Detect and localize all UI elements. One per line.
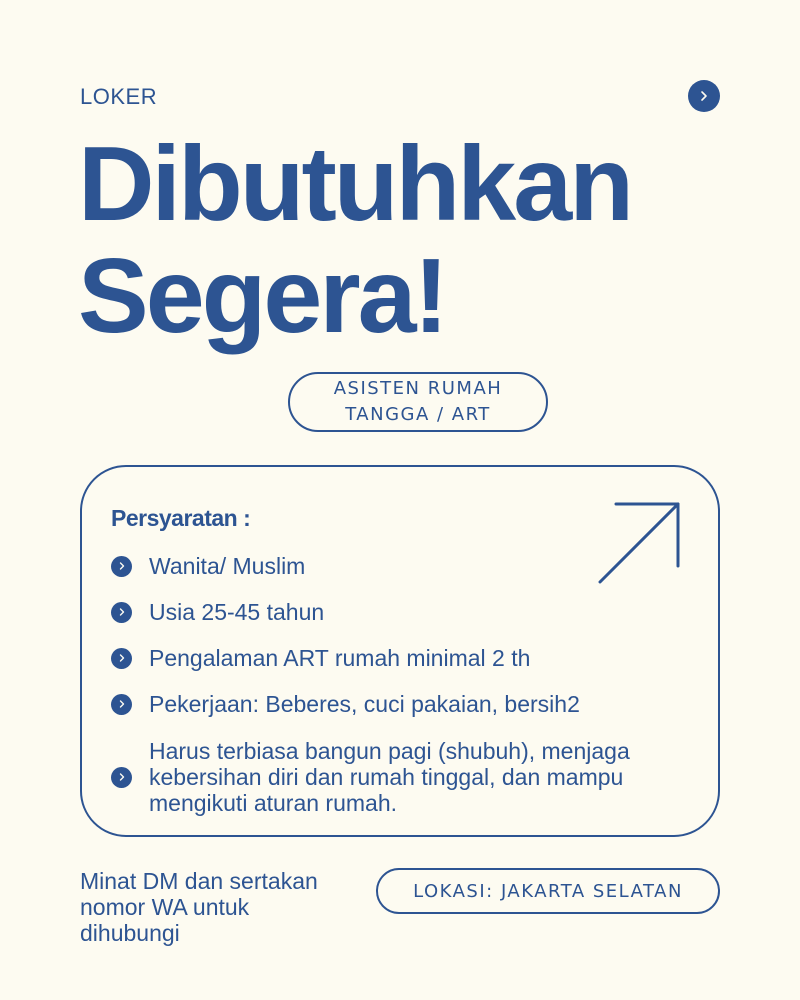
requirement-text: Harus terbiasa bangun pagi (shubuh), menjaga kebersihan diri dan rumah tinggal, dan mampu mengikuti aturan rumah. [149,738,630,816]
job-role-badge: ASISTEN RUMAH TANGGA / ART [288,372,548,432]
list-item [111,738,649,816]
requirement-text: Wanita/ Muslim [149,553,306,579]
list-item [111,599,649,625]
list-item [111,645,649,671]
requirements-title: Persyaratan : [111,505,251,531]
chevron-right-icon [111,648,132,669]
list-item [111,691,649,717]
location-badge: LOKASI: JAKARTA SELATAN [376,868,720,914]
chevron-right-icon [111,602,132,623]
next-button[interactable] [688,80,720,112]
contact-note: Minat DM dan sertakan nomor WA untuk dihubungi [80,868,318,946]
page-title [78,125,631,355]
headline-line-2: Segera! [78,237,446,355]
requirement-text: Usia 25-45 tahun [149,599,325,625]
chevron-right-icon [111,694,132,715]
list-item [111,553,649,579]
loker-label: LOKER [80,84,158,109]
requirement-text: Pengalaman ART rumah minimal 2 th [149,645,531,671]
chevron-right-icon [697,89,711,103]
chevron-right-icon [111,556,132,577]
headline-line-1: Dibutuhkan [78,125,631,243]
chevron-right-icon [111,767,132,788]
requirement-text: Pekerjaan: Beberes, cuci pakaian, bersih2 [149,691,580,717]
